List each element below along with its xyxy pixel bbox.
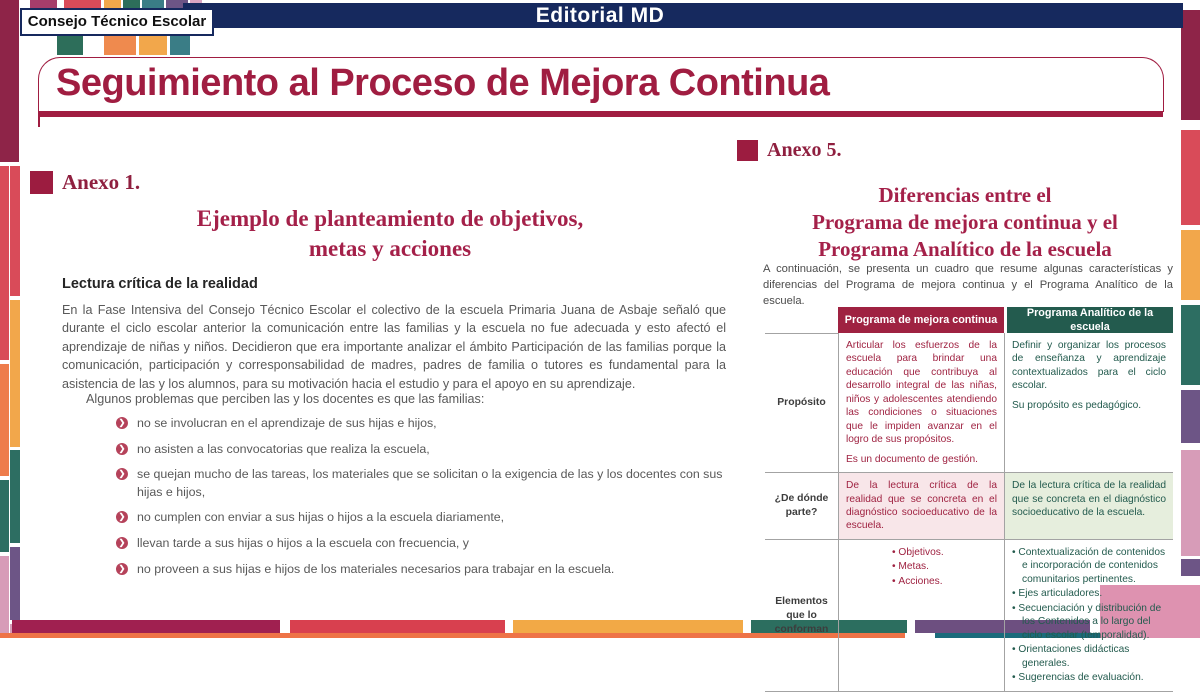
table-cell — [1004, 473, 1173, 540]
table-header-programa-analitico: Programa Analítico de la escuela — [1004, 307, 1173, 333]
cell-bullet: • Ejes articuladores. — [1012, 587, 1166, 600]
edge-strip-left — [10, 300, 20, 447]
table-cell — [838, 333, 1004, 473]
edge-strip-bottom — [12, 620, 280, 633]
list-item — [116, 415, 734, 433]
chevron-bullet-icon: ❯ — [116, 417, 128, 429]
anexo1-subtitle: Lectura crítica de la realidad — [62, 276, 258, 292]
edge-strip-left — [0, 480, 9, 552]
cell-bullet: • Sugerencias de evaluación. — [1012, 671, 1166, 684]
mosaic-tile — [170, 33, 190, 55]
anexo-square-icon — [30, 171, 53, 194]
list-item-text: llevan tarde a sus hijas o hijos a la escuela con frecuencia, y — [137, 536, 469, 551]
anexo1-title-line1: Ejemplo de planteamiento de objetivos, — [196, 206, 584, 231]
table-cell — [1004, 540, 1173, 692]
badge-consejo-tecnico: Consejo Técnico Escolar — [20, 8, 214, 36]
list-item-text: no se involucran en el aprendizaje de sus hijas e hijos, — [137, 416, 437, 430]
table-cell — [838, 473, 1004, 540]
cell-bullet-list — [846, 546, 997, 588]
table-cell — [838, 540, 1004, 692]
chevron-bullet-icon: ❯ — [116, 563, 128, 575]
edge-strip-right — [1181, 130, 1200, 225]
anexo-square-icon — [737, 140, 758, 161]
anexo5-title-line2: Programa de mejora continua y el — [812, 210, 1118, 234]
anexo5-label: Anexo 5. — [767, 139, 842, 161]
edge-strip-right — [1181, 559, 1200, 576]
list-item-text: no proveen a sus hijas e hijos de los materiales necesarios para trabajar en la escuela. — [137, 561, 615, 576]
anexo1-title-line2: metas y acciones — [308, 236, 472, 261]
chevron-bullet-icon: ❯ — [116, 511, 128, 523]
chevron-bullet-icon: ❯ — [116, 468, 128, 480]
cell-paragraph: De la lectura crítica de la realidad que se concreta en el diagnóstico socioeducativo de la escuela. — [1012, 480, 1166, 518]
brand-title: Editorial MD — [535, 4, 665, 27]
anexo5-intro: A continuación, se presenta un cuadro que resume algunas características y diferencias del Programa de mejora continua y el Programa Analítico de la escuela. — [763, 263, 1173, 307]
anexo1-lead-in: Algunos problemas que perciben las y los docentes es que las familias: — [86, 392, 485, 406]
table-row-label: ¿De dónde parte? — [765, 473, 838, 540]
cell-paragraph: De la lectura crítica de la realidad que se concreta en el diagnóstico socioeducativo de la escuela. — [846, 480, 997, 532]
cell-paragraph: Es un documento de gestión. — [846, 453, 978, 465]
edge-strip-right — [1181, 230, 1200, 300]
edge-strip-right — [1181, 390, 1200, 443]
edge-strip-left — [10, 166, 20, 296]
title-underline — [38, 111, 1163, 117]
edge-strip-left — [0, 166, 9, 360]
edge-strip-right — [1181, 450, 1200, 556]
list-item — [116, 509, 734, 527]
anexo5-heading — [737, 139, 841, 162]
table-row-label: Propósito — [765, 333, 838, 473]
edge-strip-left — [0, 556, 9, 638]
list-item — [116, 535, 734, 553]
cell-bullet: • Orientaciones didácticas generales. — [1012, 643, 1166, 670]
cell-paragraph: Su propósito es pedagógico. — [1012, 399, 1142, 411]
table-cell — [1004, 333, 1173, 473]
list-item — [116, 561, 734, 579]
edge-strip-right — [1181, 305, 1200, 385]
anexo1-bullet-list — [116, 415, 734, 586]
list-item — [116, 466, 734, 501]
list-item-text: no cumplen con enviar a sus hijas o hijos a la escuela diariamente, — [137, 510, 505, 525]
list-item-text: no asisten a las convocatorias que realiza la escuela, — [137, 441, 430, 456]
page-title: Seguimiento al Proceso de Mejora Continua — [56, 62, 830, 104]
cell-bullet: • Metas. — [892, 560, 997, 573]
edge-strip-bottom — [290, 620, 505, 633]
table-corner-cell — [765, 307, 838, 333]
anexo1-paragraph: En la Fase Intensiva del Consejo Técnico Escolar el colectivo de la escuela Primaria Juana de Asbaje señaló que durante el ciclo escolar anterior la comunicación entre las familias y la escuela no fue adecuada y esto afectó el aprendizaje de niñas y niños. Decidieron que era importante analizar el ámbito Participación de las familias porque la comunicación, participación y corresponsabilidad de madres, padres de familia o tutores es fundamental para la asistencia de las y los alumnos, para su motivación hacia el estudio y para el apoyo en su aprendizaje. — [62, 303, 726, 391]
anexo1-heading — [30, 170, 140, 195]
cell-bullet: • Objetivos. — [892, 546, 997, 559]
mosaic-tile — [139, 33, 167, 55]
anexo1-label: Anexo 1. — [62, 170, 141, 194]
list-item-text: se quejan mucho de las tareas, los materiales que se solicitan o la exigencia de las y los docentes con sus hijas e hijos, — [137, 467, 723, 499]
edge-strip-left — [0, 0, 19, 162]
anexo1-title — [60, 204, 720, 264]
chevron-bullet-icon: ❯ — [116, 443, 128, 455]
title-tail — [38, 117, 40, 127]
table-row-label: Elementos que lo conforman — [765, 540, 838, 692]
chevron-bullet-icon: ❯ — [116, 537, 128, 549]
edge-strip-left — [10, 450, 20, 543]
cell-bullet: • Acciones. — [892, 575, 997, 588]
comparison-table — [765, 307, 1173, 692]
anexo5-title-line1: Diferencias entre el — [878, 183, 1052, 207]
cell-bullet: • Contextualización de contenidos e incorporación de contenidos comunitarios pertinentes. — [1012, 546, 1166, 586]
list-item — [116, 441, 734, 459]
cell-paragraph: Definir y organizar los procesos de enseñanza y aprendizaje contextualizados para el ciclo escolar. — [1012, 340, 1166, 392]
edge-strip-bottom — [513, 620, 743, 633]
edge-strip-right — [1181, 10, 1200, 120]
cell-bullet-list — [1012, 546, 1166, 685]
edge-strip-left — [10, 547, 20, 620]
table-header-mejora-continua: Programa de mejora continua — [838, 307, 1004, 333]
edge-strip-left — [0, 364, 9, 476]
cell-paragraph: Articular los esfuerzos de la escuela para brindar una educación que contribuya al desarrollo integral de las niñas, niños y adolescentes atendiendo las condiciones o situaciones que le impiden avanzar en el logro de sus propósitos. — [846, 340, 997, 446]
anexo5-title-line3: Programa Analítico de la escuela — [818, 237, 1112, 261]
anexo5-title — [755, 182, 1175, 263]
mosaic-tile — [104, 33, 136, 55]
cell-bullet: • Secuenciación y distribución de los Contenidos a lo largo del ciclo escolar (temporalidad). — [1012, 602, 1166, 642]
